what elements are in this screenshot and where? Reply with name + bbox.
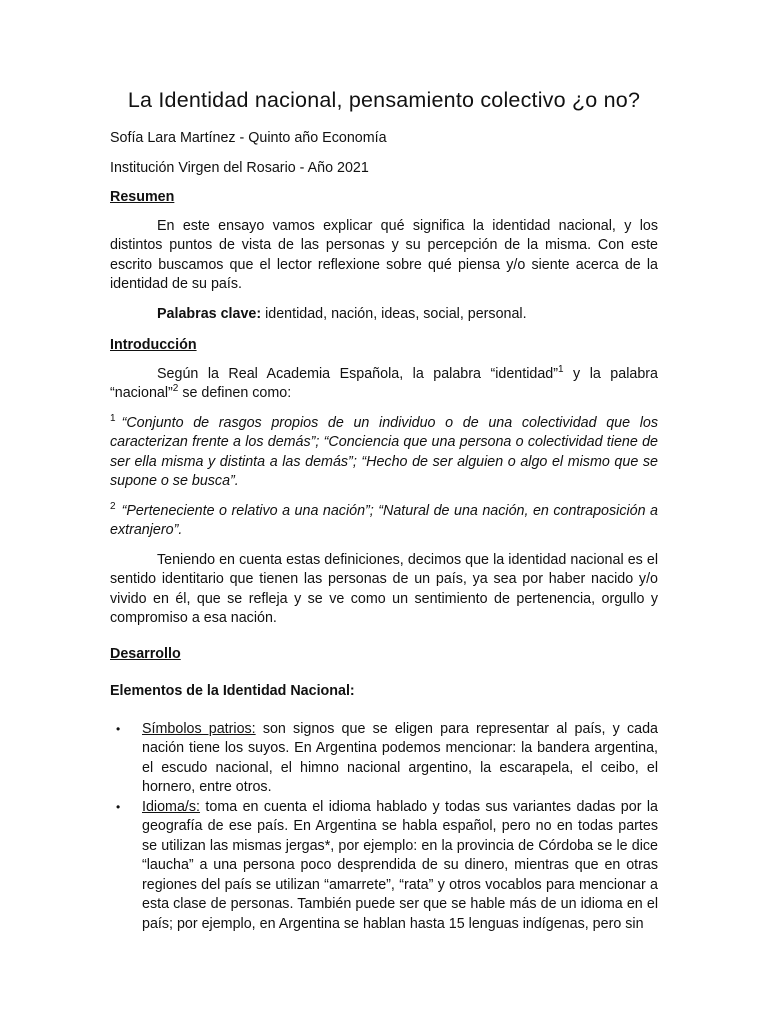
intro-text-c: se definen como:	[178, 385, 292, 401]
introduccion-heading: Introducción	[110, 337, 197, 353]
list-item-text: toma en cuenta el idioma hablado y todas sus variantes dadas por la geografía de ese país. En Argentina se habla español, pero no en todas partes se utilizan las mismas jergas*, por ejemplo: en la provincia de Córdoba se le dice “laucha” a una persona poco desprendida de su dinero, mientras que en otras regiones del país se utilizan “amarrete”, “rata” y otros vocablos para mencionar a esta clase de personas. También puede ser que se hable más de un idioma en el país; por ejemplo, en Argentina se hablan hasta 15 lenguas indígenas, pero sin	[142, 798, 658, 932]
intro-text-a: Según la Real Academia Española, la palabra “identidad”	[157, 365, 559, 382]
list-item-idioma	[110, 798, 658, 935]
definition-identidad	[110, 414, 658, 492]
list-item-simbolos	[110, 720, 658, 798]
resumen-heading: Resumen	[110, 189, 175, 205]
resumen-paragraph: En este ensayo vamos explicar qué significa la identidad nacional, y los distintos puntos de vista de las personas y su percepción de la misma. Con este escrito buscamos que el lector reflexione sobre qué piensa y/o siente acerca de la identidad de su país.	[110, 217, 658, 292]
desarrollo-heading: Desarrollo	[110, 645, 181, 662]
definition-nacional	[110, 502, 658, 541]
keywords-label: Palabras clave:	[157, 305, 262, 322]
definition-number-2: 2	[110, 500, 116, 512]
author-line: Sofía Lara Martínez - Quinto año Economía	[110, 130, 387, 146]
keywords-line	[110, 305, 658, 325]
footnote-ref-2: 2	[172, 383, 179, 395]
document-title: La Identidad nacional, pensamiento colectivo ¿o no?	[127, 88, 641, 112]
document-body	[110, 86, 658, 934]
intro-conclusion-paragraph: Teniendo en cuenta estas definiciones, decimos que la identidad nacional es el sentido identitario que tienen las personas de un país, ya sea por haber nacido y/o vivido en él, que se refleja y se ve como un sentimiento de pertenencia, orgullo y compromiso a esa nación.	[110, 551, 658, 626]
list-item-text: son signos que se eligen para representar al país, y cada nación tiene los suyos. En Argentina podemos mencionar: la bandera argentina, el escudo nacional, el himno nacional argentino, la escarapela, el ceibo, el hornero, entre otros.	[142, 720, 659, 795]
definition-number-1: 1	[110, 412, 116, 424]
keywords-list: identidad, nación, ideas, social, personal.	[261, 305, 527, 322]
elementos-subheading: Elementos de la Identidad Nacional:	[110, 683, 355, 699]
list-item-term: Idioma/s:	[142, 798, 201, 815]
definition-text-2: “Perteneciente o relativo a una nación”; “Natural de una nación, en contraposición a extranjero”.	[110, 502, 658, 538]
institution-line: Institución Virgen del Rosario - Año 2021	[110, 159, 369, 176]
bullet-icon: •	[116, 799, 121, 814]
elements-list	[110, 720, 658, 935]
bullet-icon: •	[116, 721, 121, 736]
definition-text-1: “Conjunto de rasgos propios de un individuo o de una colectividad que los caracterizan frente a los demás”; “Conciencia que una persona o colectividad tiene de ser ella misma y distinta a las demás”; “Hecho de ser alguien o algo el mismo que se supone o se busca”.	[110, 414, 658, 489]
intro-paragraph	[110, 365, 658, 404]
footnote-ref-1: 1	[558, 363, 564, 375]
intro-text-b: y la palabra “nacional”	[110, 365, 658, 401]
list-item-term: Símbolos patrios:	[142, 720, 256, 737]
